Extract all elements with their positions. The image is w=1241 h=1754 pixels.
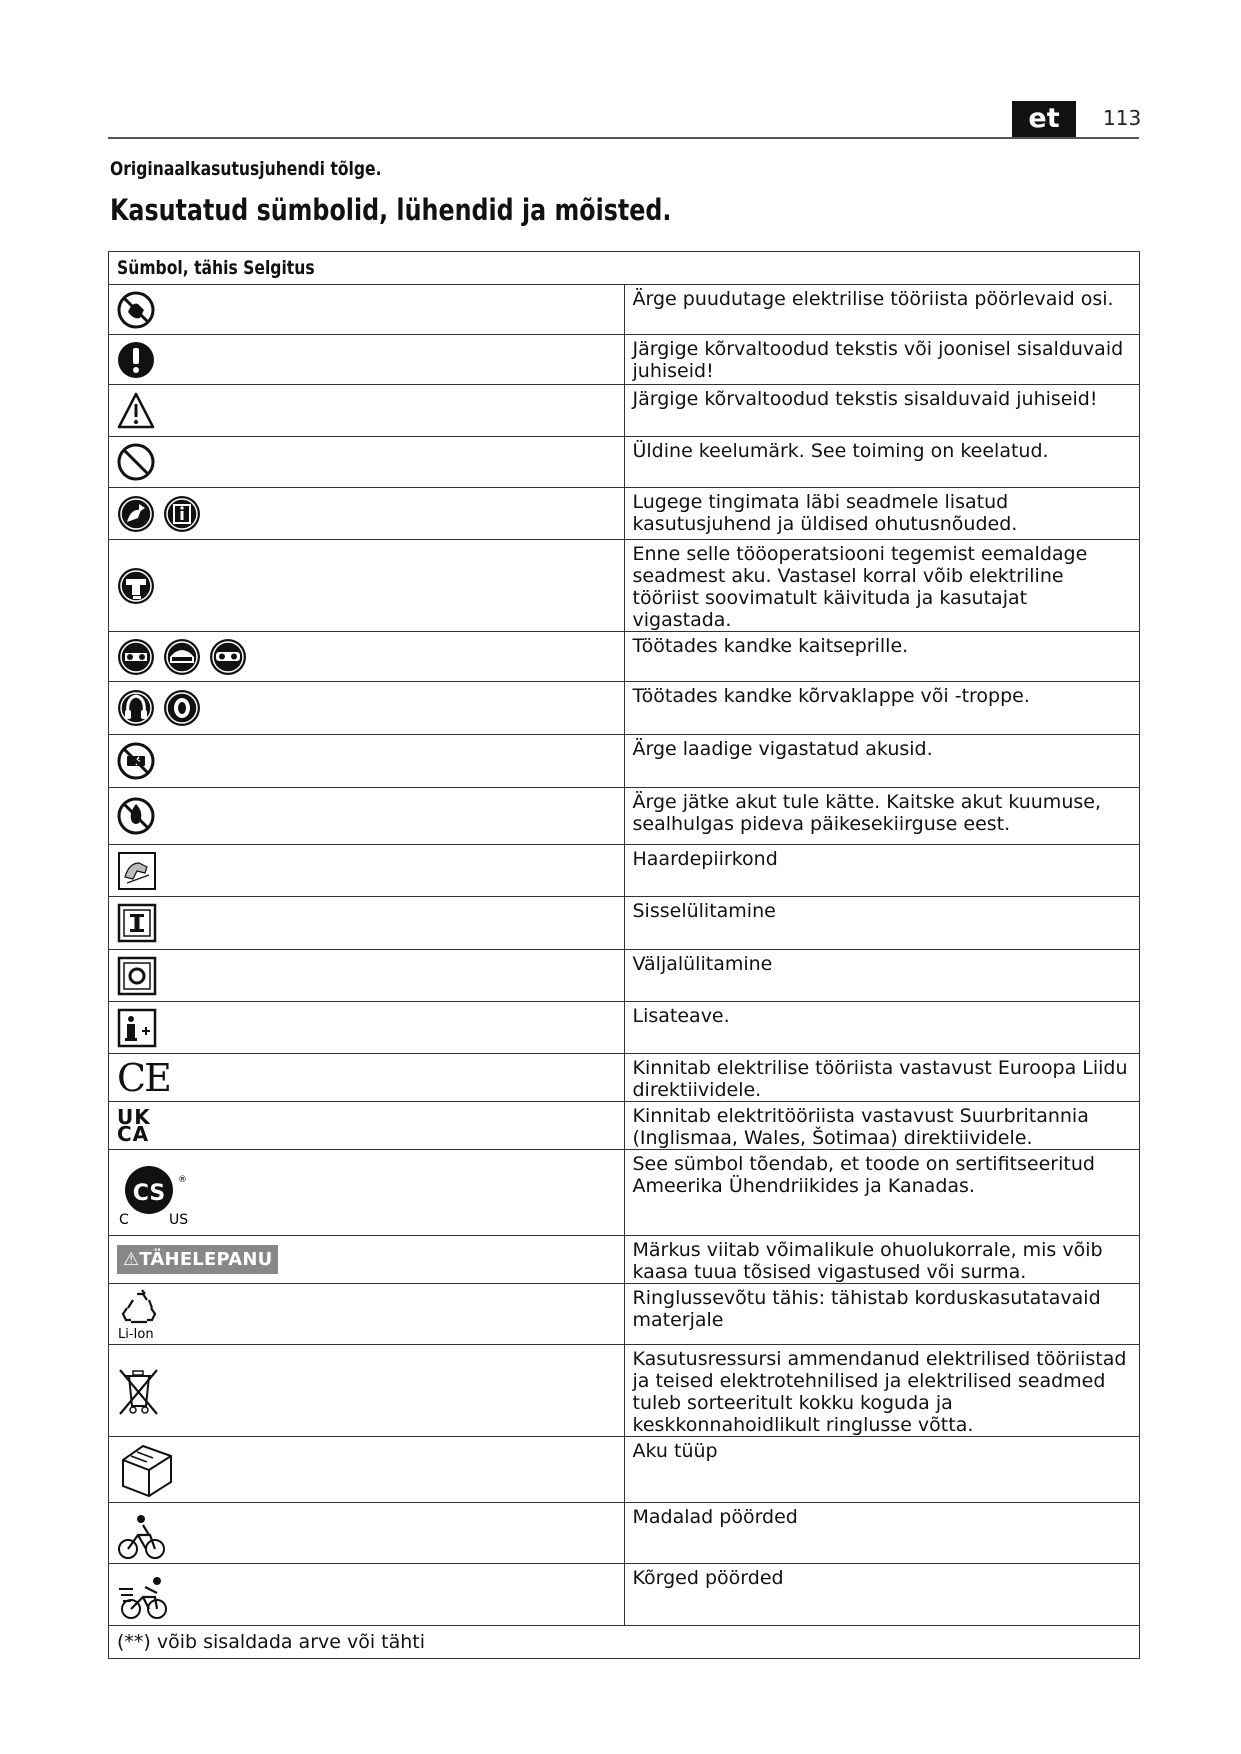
info-icon bbox=[117, 1006, 624, 1050]
table-row bbox=[109, 1437, 1140, 1503]
table-row bbox=[109, 1054, 1140, 1102]
table-row bbox=[109, 335, 1140, 385]
description-cell: Kasutusressursi ammendanud elektrilised tööriistad ja teised elektrotehnilised ja elektrilised seadmed tuleb sorteeritult kokku koguda ja keskkonnahoidlikult ringlusse võtta. bbox=[624, 1345, 1140, 1437]
switch-on-icon bbox=[117, 901, 624, 945]
table-row bbox=[109, 540, 1140, 632]
table-footer-row bbox=[109, 1626, 1140, 1659]
table-row bbox=[109, 1236, 1140, 1284]
symbol-cell bbox=[109, 1102, 625, 1150]
description-cell: Üldine keelumärk. See toiming on keelatud. bbox=[624, 437, 1140, 488]
description-cell: Madalad pöörded bbox=[624, 1503, 1140, 1564]
no-charge-damaged-battery-icon bbox=[117, 739, 624, 783]
table-row bbox=[109, 632, 1140, 682]
table-footnote: (**) võib sisaldada arve või tähti bbox=[117, 1631, 426, 1653]
remove-battery-icon bbox=[117, 564, 624, 608]
header-rule bbox=[108, 137, 1139, 139]
description-cell: Aku tüüp bbox=[624, 1437, 1140, 1503]
description-cell: Kõrged pöörded bbox=[624, 1564, 1140, 1626]
table-row bbox=[109, 1102, 1140, 1150]
symbol-cell bbox=[109, 385, 625, 437]
symbol-cell bbox=[109, 285, 625, 335]
table-row bbox=[109, 437, 1140, 488]
warning-badge-icon: ⚠TÄHELEPANU bbox=[117, 1245, 278, 1274]
description-cell: Ärge puudutage elektrilise tööriista pöörlevaid osi. bbox=[624, 285, 1140, 335]
description-cell: Töötades kandke kõrvaklappe või -troppe. bbox=[624, 682, 1140, 735]
table-row bbox=[109, 285, 1140, 335]
description-cell: Töötades kandke kaitseprille. bbox=[624, 632, 1140, 682]
battery-type-icon bbox=[117, 1440, 177, 1500]
svg-text:C: C bbox=[119, 1211, 129, 1228]
description-cell: See sümbol tõendab, et toode on sertifitseeritud Ameerika Ühendriikides ja Kanadas. bbox=[624, 1150, 1140, 1236]
symbol-cell bbox=[109, 1345, 625, 1437]
symbol-cell bbox=[109, 1437, 625, 1503]
document-subtitle: Originaalkasutusjuhendi tõlge. bbox=[110, 158, 382, 180]
description-cell: Lugege tingimata läbi seadmele lisatud kasutusjuhend ja üldised ohutusnõuded. bbox=[624, 488, 1140, 540]
exclamation-icon bbox=[117, 338, 624, 382]
symbol-cell bbox=[109, 950, 625, 1002]
symbol-cell bbox=[109, 682, 625, 735]
description-cell: Märkus viitab võimalikule ohuolukorrale, mis võib kaasa tuua tõsised vigastused või surma. bbox=[624, 1236, 1140, 1284]
no-touch-rotating-icon bbox=[117, 288, 624, 332]
table-column-header: Sümbol, tähis Selgitus bbox=[117, 257, 315, 279]
recycling-li-ion-icon bbox=[117, 1286, 167, 1342]
svg-text:Li-Ion: Li-Ion bbox=[118, 1327, 154, 1342]
description-cell: Järgige kõrvaltoodud tekstis sisalduvaid juhiseid! bbox=[624, 385, 1140, 437]
switch-off-icon bbox=[117, 954, 624, 998]
ear-protection-icon bbox=[117, 686, 624, 730]
csa-mark-icon bbox=[117, 1158, 207, 1228]
table-header-cell bbox=[109, 252, 1140, 285]
description-cell: Järgige kõrvaltoodud tekstis või joonisel sisalduvaid juhiseid! bbox=[624, 335, 1140, 385]
description-cell: Ärge jätke akut tule kätte. Kaitske akut kuumuse, sealhulgas pideva päikesekiirguse eest. bbox=[624, 788, 1140, 845]
symbol-cell bbox=[109, 735, 625, 788]
table-row bbox=[109, 897, 1140, 950]
page-number: 113 bbox=[1103, 106, 1142, 130]
symbol-cell bbox=[109, 1503, 625, 1564]
symbol-cell bbox=[109, 632, 625, 682]
symbol-cell bbox=[109, 897, 625, 950]
table-row bbox=[109, 1564, 1140, 1626]
description-cell: Ringlussevõtu tähis: tähistab korduskasutatavaid materjale bbox=[624, 1284, 1140, 1345]
table-row bbox=[109, 385, 1140, 437]
table-row bbox=[109, 845, 1140, 897]
symbol-cell bbox=[109, 1284, 625, 1345]
table-row bbox=[109, 1345, 1140, 1437]
description-cell: Enne selle tööoperatsiooni tegemist eemaldage seadmest aku. Vastasel korral võib elektriline tööriist soovimatult käivituda ja kasutajat vigastada. bbox=[624, 540, 1140, 632]
svg-text:®: ® bbox=[178, 1174, 187, 1185]
symbol-cell bbox=[109, 1236, 625, 1284]
table-row bbox=[109, 1284, 1140, 1345]
description-cell: Haardepiirkond bbox=[624, 845, 1140, 897]
symbol-cell bbox=[109, 437, 625, 488]
table-row bbox=[109, 682, 1140, 735]
symbol-cell bbox=[109, 488, 625, 540]
language-badge: et bbox=[1012, 101, 1076, 137]
warning-triangle-icon bbox=[117, 389, 624, 433]
table-footer-cell bbox=[109, 1626, 1140, 1659]
grip-area-icon bbox=[117, 849, 624, 893]
symbol-cell bbox=[109, 335, 625, 385]
symbol-cell bbox=[109, 1002, 625, 1054]
prohibition-icon bbox=[117, 440, 624, 484]
description-cell: Väljalülitamine bbox=[624, 950, 1140, 1002]
symbol-cell bbox=[109, 1054, 625, 1102]
table-header-row bbox=[109, 252, 1140, 285]
description-cell: Lisateave. bbox=[624, 1002, 1140, 1054]
symbol-cell bbox=[109, 845, 625, 897]
symbol-cell bbox=[109, 1564, 625, 1626]
table-row bbox=[109, 1150, 1140, 1236]
svg-text:CS: CS bbox=[132, 1180, 166, 1206]
weee-bin-icon bbox=[117, 1366, 163, 1416]
description-cell: Kinnitab elektritööriista vastavust Suurbritannia (Inglismaa, Wales, Šotimaa) direktiividele. bbox=[624, 1102, 1140, 1150]
table-row bbox=[109, 1503, 1140, 1564]
description-cell: Ärge laadige vigastatud akusid. bbox=[624, 735, 1140, 788]
low-speed-icon bbox=[117, 1505, 167, 1561]
ce-mark-icon: CE bbox=[117, 1055, 170, 1100]
symbols-table bbox=[108, 251, 1140, 1659]
no-fire-battery-icon bbox=[117, 794, 624, 838]
symbol-cell bbox=[109, 540, 625, 632]
symbol-cell bbox=[109, 1150, 625, 1236]
symbol-cell bbox=[109, 788, 625, 845]
description-cell: Sisselülitamine bbox=[624, 897, 1140, 950]
table-row bbox=[109, 1002, 1140, 1054]
high-speed-icon bbox=[117, 1567, 173, 1623]
ukca-mark-icon: UK CA bbox=[117, 1104, 151, 1146]
table-row bbox=[109, 950, 1140, 1002]
table-row bbox=[109, 488, 1140, 540]
page-title: Kasutatud sümbolid, lühendid ja mõisted. bbox=[110, 193, 672, 227]
read-manual-icon bbox=[117, 492, 624, 536]
svg-text:US: US bbox=[169, 1211, 189, 1228]
table-row bbox=[109, 788, 1140, 845]
eye-protection-icon bbox=[117, 635, 624, 679]
description-cell: Kinnitab elektrilise tööriista vastavust Euroopa Liidu direktiividele. bbox=[624, 1054, 1140, 1102]
table-row bbox=[109, 735, 1140, 788]
